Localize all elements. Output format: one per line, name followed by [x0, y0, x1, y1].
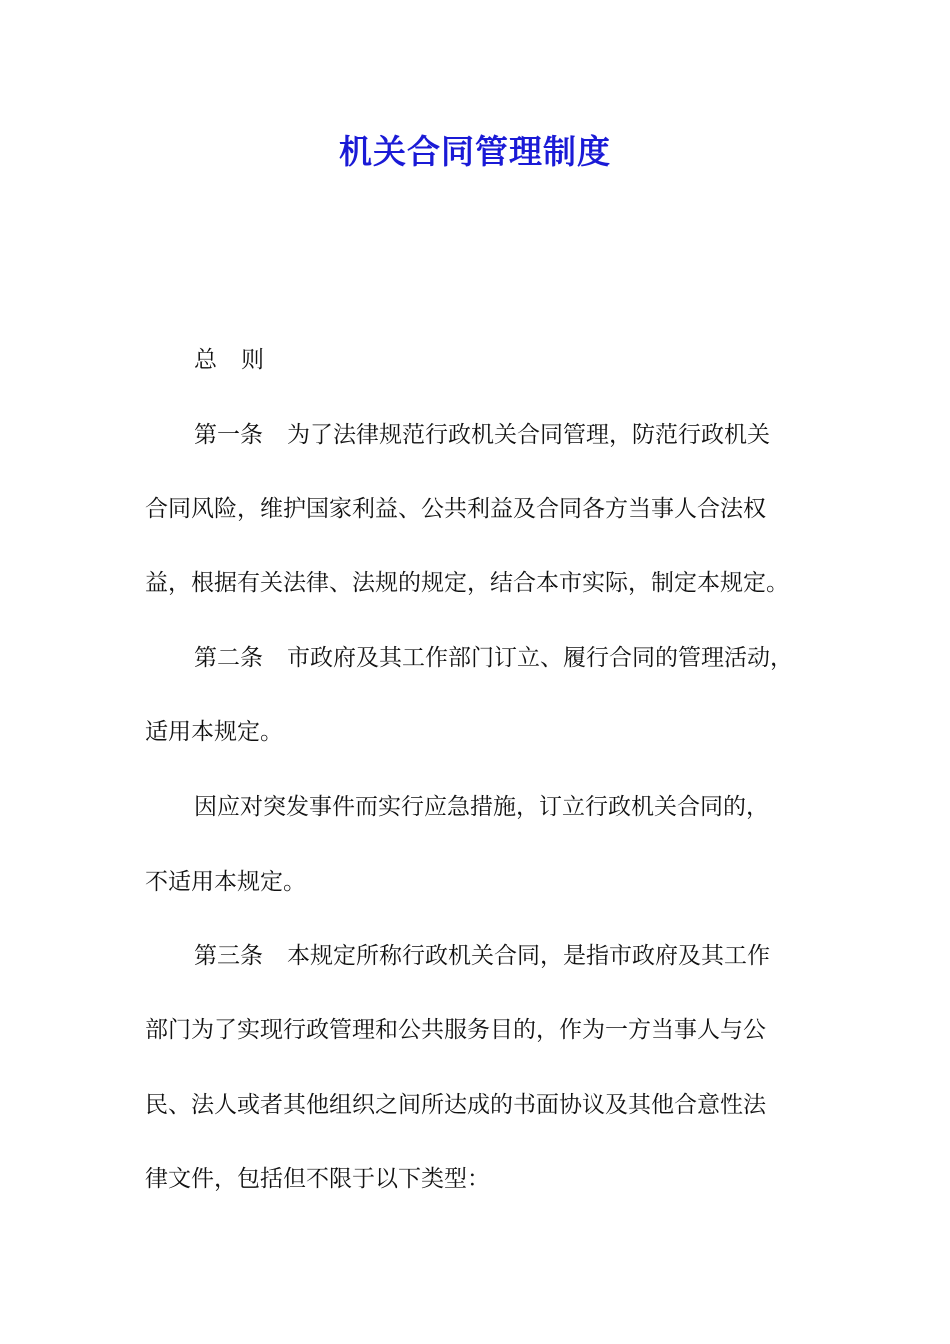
section-heading-first: 总 — [194, 347, 217, 373]
article-2-line-2: 适用本规定。 — [145, 719, 283, 745]
article-3-line-4: 律文件，包括但不限于以下类型： — [145, 1166, 490, 1192]
article-1-line-1 — [194, 419, 874, 451]
article-label: 第二条 — [194, 645, 263, 671]
article-text: 为了法律规范行政机关合同管理，防范行政机关 — [287, 422, 770, 448]
article-text: 本规定所称行政机关合同，是指市政府及其工作 — [287, 943, 770, 969]
article-1-line-2: 合同风险，维护国家利益、公共利益及合同各方当事人合法权 — [145, 496, 766, 522]
document-title: 机关合同管理制度 — [339, 132, 611, 171]
article-3-line-2: 部门为了实现行政管理和公共服务目的，作为一方当事人与公 — [145, 1017, 766, 1043]
article-text: 市政府及其工作部门订立、履行合同的管理活动， — [287, 645, 793, 671]
article-3-line-3: 民、法人或者其他组织之间所达成的书面协议及其他合意性法 — [145, 1092, 766, 1118]
section-heading — [194, 344, 874, 376]
section-heading-second: 则 — [241, 347, 264, 373]
paragraph-exception-line-2: 不适用本规定。 — [145, 869, 306, 895]
article-3-line-1 — [194, 940, 874, 972]
article-1-line-3: 益，根据有关法律、法规的规定，结合本市实际，制定本规定。 — [145, 570, 789, 596]
article-2-line-1 — [194, 642, 874, 674]
article-label: 第三条 — [194, 943, 263, 969]
article-label: 第一条 — [194, 422, 263, 448]
paragraph-exception-line-1: 因应对突发事件而实行应急措施，订立行政机关合同的， — [194, 794, 769, 820]
